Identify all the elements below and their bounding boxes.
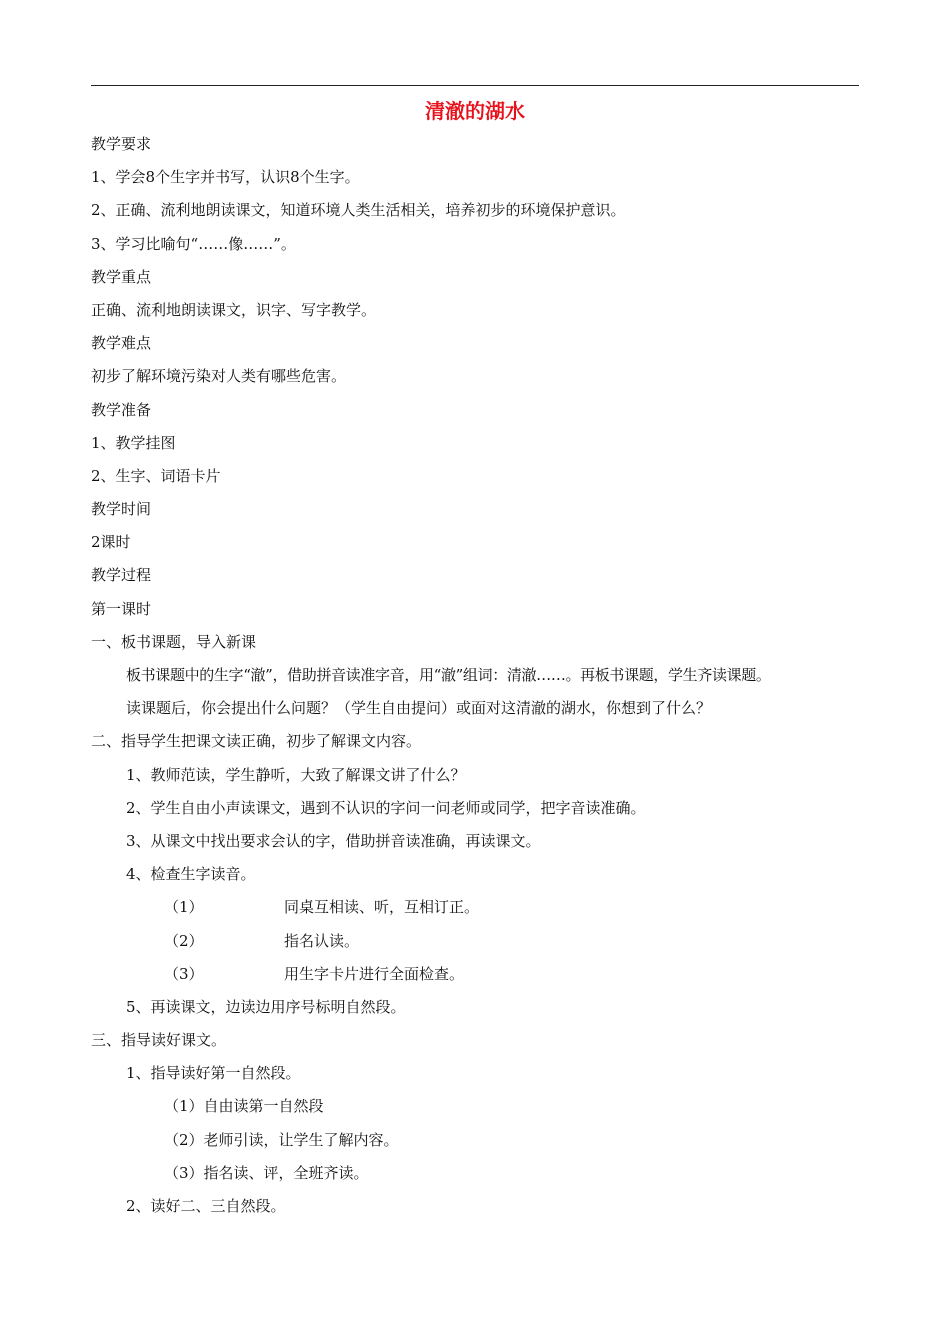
part1-heading: 一、板书课题，导入新课 bbox=[91, 632, 257, 651]
sub-step-number: （2） bbox=[164, 931, 204, 950]
document-title: 清澈的湖水 bbox=[425, 99, 525, 123]
requirement-item: 3、学习比喻句“……像……”。 bbox=[91, 234, 296, 253]
requirement-item: 1、学会8个生字并书写，认识8个生字。 bbox=[91, 168, 360, 187]
part2-sub-step bbox=[91, 958, 881, 991]
part2-step: 2、学生自由小声读课文，遇到不认识的字问一问老师或同学，把字音读准确。 bbox=[126, 798, 646, 817]
focus-text: 正确、流利地朗读课文，识字、写字教学。 bbox=[91, 300, 377, 319]
part3-sub-step: （1）自由读第一自然段 bbox=[164, 1097, 324, 1116]
sub-step-text: 指名认读。 bbox=[284, 931, 360, 950]
part2-final-step: 5、再读课文，边读边用序号标明自然段。 bbox=[126, 997, 406, 1016]
part2-step: 1、教师范读，学生静听，大致了解课文讲了什么？ bbox=[126, 765, 466, 784]
time-text: 2课时 bbox=[91, 533, 131, 552]
sub-step-number: （1） bbox=[164, 898, 204, 917]
section-heading-process: 教学过程 bbox=[91, 566, 152, 585]
difficulty-text: 初步了解环境污染对人类有哪些危害。 bbox=[91, 367, 347, 386]
section-heading-requirements: 教学要求 bbox=[91, 135, 152, 153]
sub-step-text: 同桌互相读、听，互相订正。 bbox=[284, 898, 480, 917]
preparation-item: 2、生字、词语卡片 bbox=[91, 466, 221, 485]
sub-step-number: （3） bbox=[164, 964, 204, 983]
part3-step: 1、指导读好第一自然段。 bbox=[126, 1064, 301, 1083]
sub-step-text: 用生字卡片进行全面检查。 bbox=[284, 964, 465, 983]
part1-line: 读课题后，你会提出什么问题？（学生自由提问）或面对这清澈的湖水，你想到了什么？ bbox=[126, 699, 712, 718]
section-heading-preparation: 教学准备 bbox=[91, 400, 152, 419]
section-heading-time: 教学时间 bbox=[91, 500, 152, 519]
lesson-heading: 第一课时 bbox=[91, 599, 152, 618]
section-heading-difficulty: 教学难点 bbox=[91, 334, 152, 353]
part2-sub-step bbox=[91, 925, 881, 958]
document-body bbox=[91, 128, 881, 1223]
header-rule bbox=[91, 85, 859, 86]
part1-line: 板书课题中的生字“澈”，借助拼音读准字音，用“澈”组词：清澈……。再板书课题，学生齐读课题。 bbox=[126, 666, 771, 684]
part2-step: 3、从课文中找出要求会认的字，借助拼音读准确，再读课文。 bbox=[126, 831, 541, 850]
part3-sub-step: （2）老师引读，让学生了解内容。 bbox=[164, 1130, 399, 1149]
part3-sub-step: （3）指名读、评，全班齐读。 bbox=[164, 1163, 369, 1182]
section-heading-focus: 教学重点 bbox=[91, 267, 152, 286]
part2-sub-step bbox=[91, 891, 881, 924]
part2-heading: 二、指导学生把课文读正确，初步了解课文内容。 bbox=[91, 732, 422, 751]
part3-heading: 三、指导读好课文。 bbox=[91, 1031, 227, 1050]
part3-step: 2、读好二、三自然段。 bbox=[126, 1197, 286, 1215]
requirement-item: 2、正确、流利地朗读课文，知道环境人类生活相关，培养初步的环境保护意识。 bbox=[91, 201, 626, 220]
part2-step: 4、检查生字读音。 bbox=[126, 865, 256, 884]
preparation-item: 1、教学挂图 bbox=[91, 433, 176, 452]
